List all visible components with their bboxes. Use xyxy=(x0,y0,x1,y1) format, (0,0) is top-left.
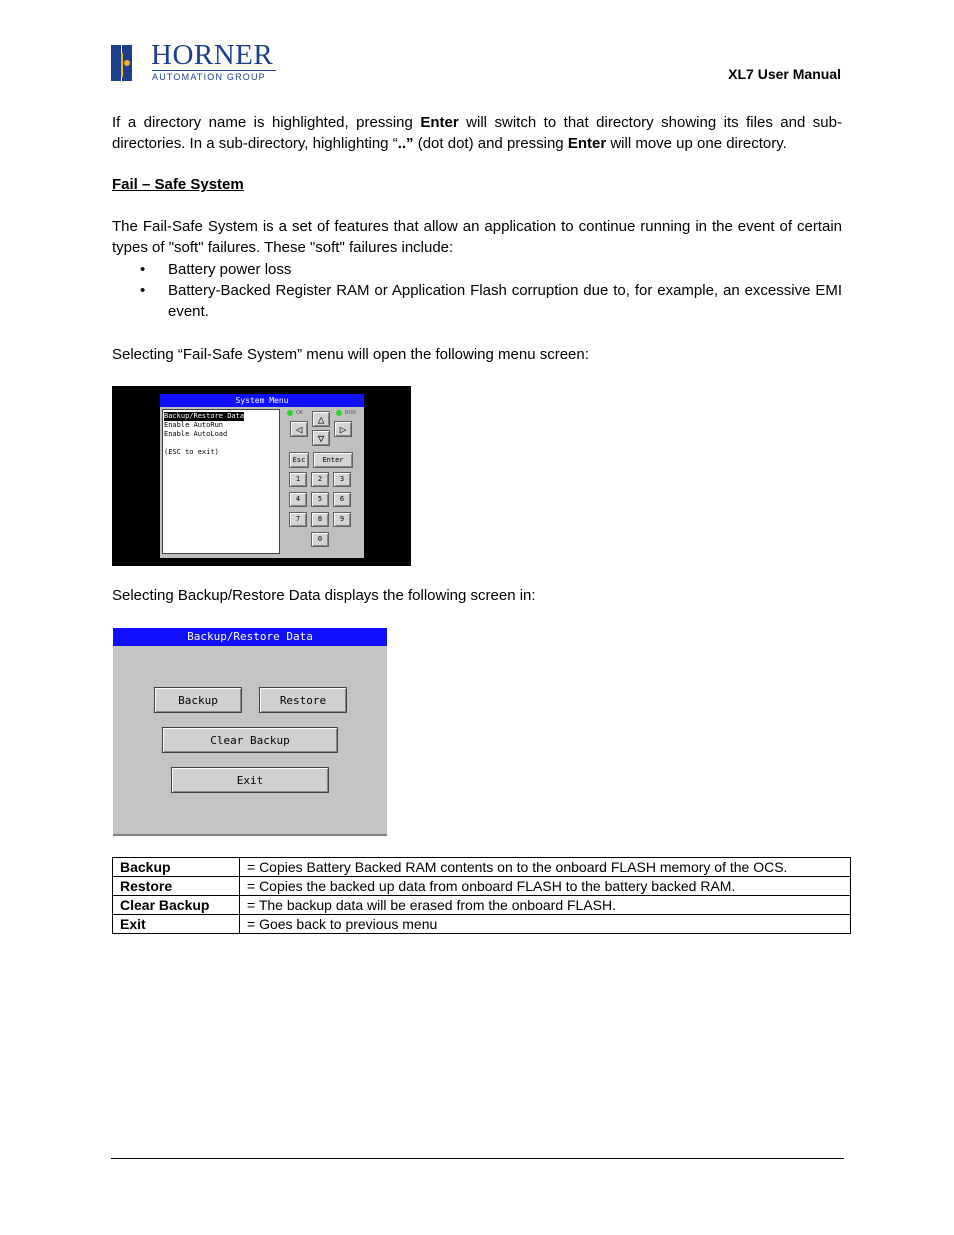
desc-cell: = The backup data will be erased from the onboard FLASH. xyxy=(240,896,851,915)
key-2[interactable]: 2 xyxy=(311,472,329,487)
footer-divider xyxy=(111,1158,844,1159)
desc-cell: = Copies the backed up data from onboard FLASH to the battery backed RAM. xyxy=(240,877,851,896)
menu-intro: Selecting “Fail-Safe System” menu will open the following menu screen: xyxy=(112,346,589,363)
desc-cell: = Goes back to previous menu xyxy=(240,915,851,934)
left-arrow-key[interactable]: ◁ xyxy=(290,421,308,437)
table-row xyxy=(113,858,851,877)
menu-item-backup-restore[interactable]: Backup/Restore Data xyxy=(164,412,245,420)
system-menu-screenshot xyxy=(112,386,411,566)
system-menu-title: System Menu xyxy=(160,394,364,407)
backup-restore-title: Backup/Restore Data xyxy=(113,628,387,646)
definitions-table xyxy=(112,857,851,934)
term-cell: Clear Backup xyxy=(113,896,240,915)
key-1[interactable]: 1 xyxy=(289,472,307,487)
key-5[interactable]: 5 xyxy=(311,492,329,507)
up-arrow-key[interactable]: △ xyxy=(312,411,330,427)
term-cell: Exit xyxy=(113,915,240,934)
list-item: • Battery power loss xyxy=(140,259,842,280)
table-row xyxy=(113,915,851,934)
ok-led-label: OK xyxy=(296,410,304,416)
clear-backup-button[interactable]: Clear Backup xyxy=(162,727,338,753)
system-menu-list xyxy=(162,409,280,554)
key-0[interactable]: 0 xyxy=(311,532,329,547)
term-cell: Backup xyxy=(113,858,240,877)
key-3[interactable]: 3 xyxy=(333,472,351,487)
term-cell: Restore xyxy=(113,877,240,896)
horner-logo xyxy=(111,39,281,83)
menu-item-enable-autorun[interactable]: Enable AutoRun xyxy=(164,421,224,429)
backup-button[interactable]: Backup xyxy=(154,687,242,713)
list-item: • Battery-Backed Register RAM or Application Flash corruption due to, for example, an excessive EMI event. xyxy=(140,280,842,322)
logo-tagline: AUTOMATION GROUP xyxy=(152,70,276,82)
key-4[interactable]: 4 xyxy=(289,492,307,507)
logo-brand: HORNER xyxy=(151,39,274,71)
ok-led-icon xyxy=(287,410,293,416)
section-description: The Fail-Safe System is a set of features that allow an application to continue running in the event of certain types of "soft" failures. These "soft" failures include: xyxy=(112,218,842,256)
run-led-label: RUN xyxy=(345,410,356,416)
key-9[interactable]: 9 xyxy=(333,512,351,527)
menu-hint: (ESC to exit) xyxy=(164,448,219,456)
menu-item-enable-autoload[interactable]: Enable AutoLoad xyxy=(164,430,228,438)
esc-key[interactable]: Esc xyxy=(289,452,309,468)
section-title: Fail – Safe System xyxy=(112,176,244,193)
backup-restore-screenshot xyxy=(113,628,387,836)
bullet-list xyxy=(140,259,842,322)
key-8[interactable]: 8 xyxy=(311,512,329,527)
key-7[interactable]: 7 xyxy=(289,512,307,527)
restore-button[interactable]: Restore xyxy=(259,687,347,713)
system-menu-body xyxy=(160,407,364,558)
backup-intro: Selecting Backup/Restore Data displays the following screen in: xyxy=(112,587,536,604)
key-6[interactable]: 6 xyxy=(333,492,351,507)
down-arrow-key[interactable]: ▽ xyxy=(312,430,330,446)
intro-paragraph: If a directory name is highlighted, pressing Enter will switch to that directory showing its files and sub-directories. In a sub-directory, highlighting “..” (dot dot) and pressing Enter will move up one directory. xyxy=(112,114,842,152)
table-row xyxy=(113,877,851,896)
run-led-icon xyxy=(336,410,342,416)
enter-key[interactable]: Enter xyxy=(313,452,353,468)
table-row xyxy=(113,896,851,915)
manual-title: XL7 User Manual xyxy=(728,66,841,82)
exit-button[interactable]: Exit xyxy=(171,767,329,793)
desc-cell: = Copies Battery Backed RAM contents on to the onboard FLASH memory of the OCS. xyxy=(240,858,851,877)
right-arrow-key[interactable]: ▷ xyxy=(334,421,352,437)
